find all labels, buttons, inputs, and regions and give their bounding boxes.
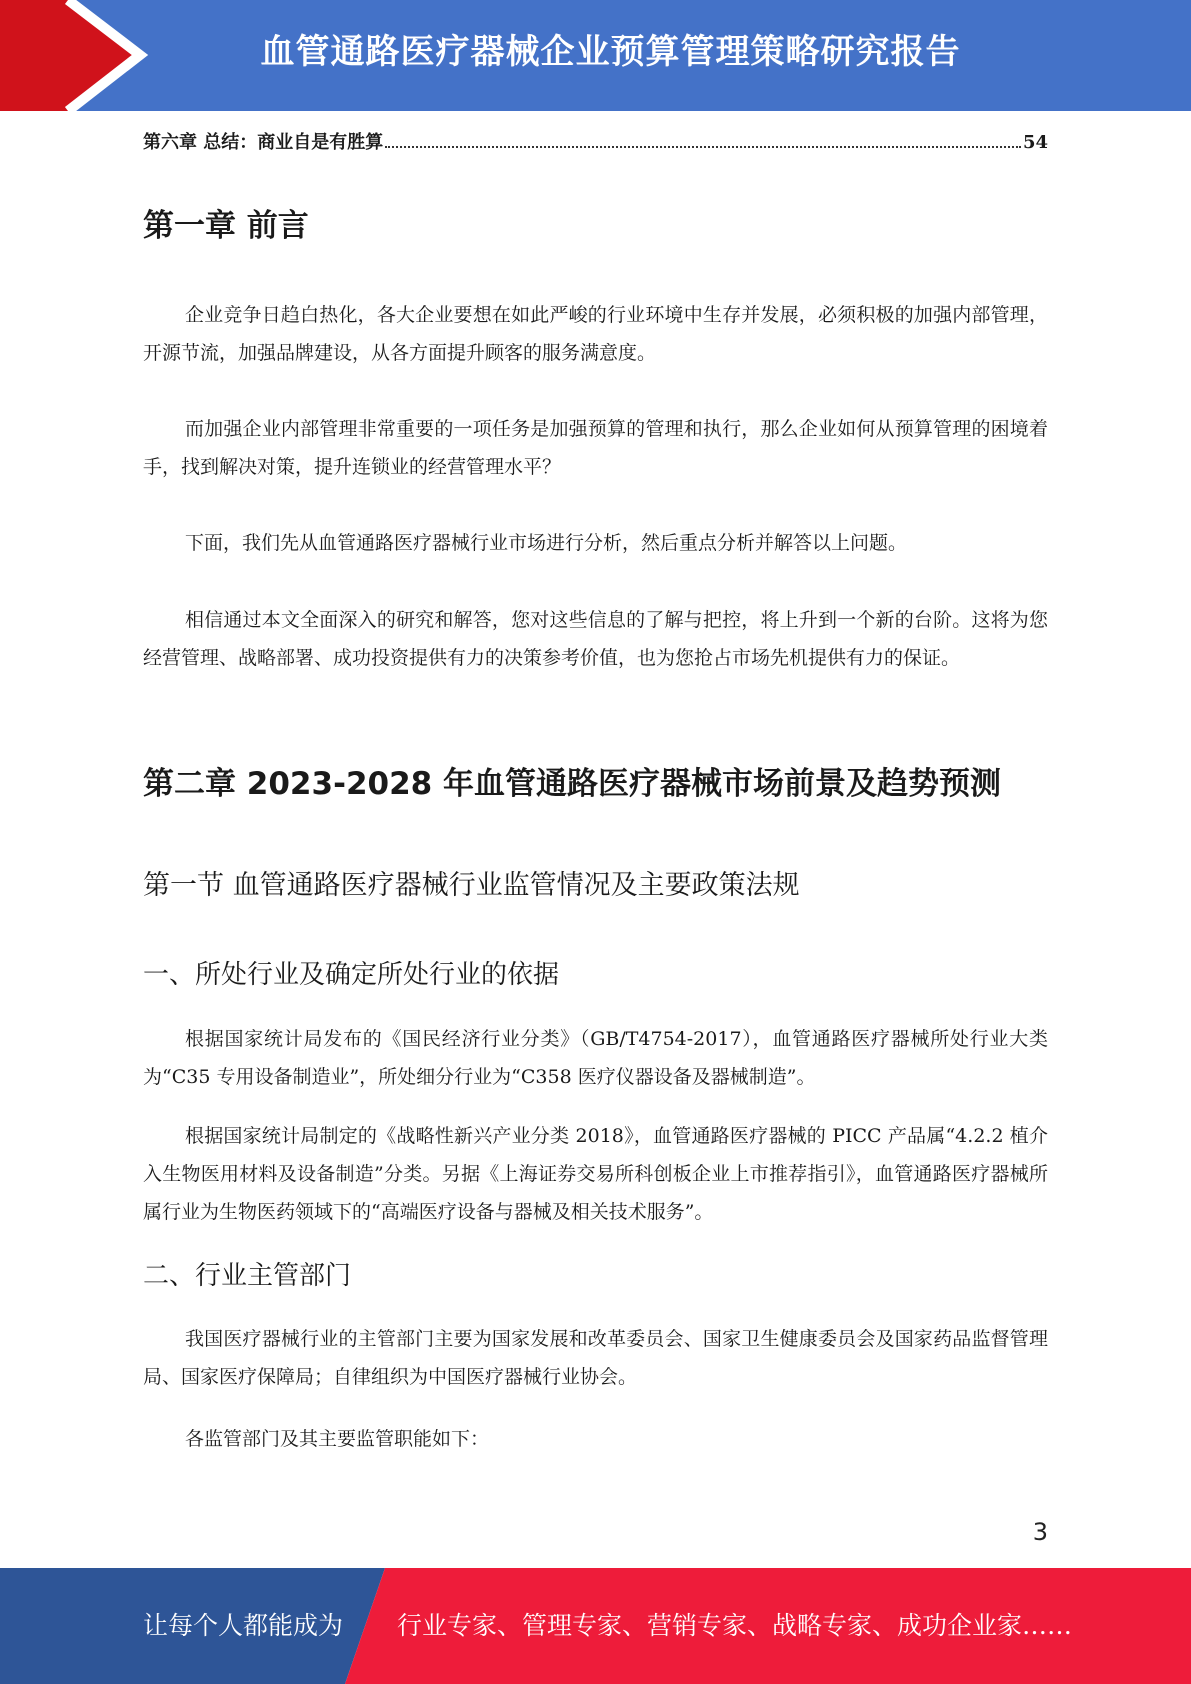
toc-entry[interactable] bbox=[143, 128, 1048, 154]
page-number: 3 bbox=[1032, 1518, 1048, 1546]
chapter-1-paragraph-4: 相信通过本文全面深入的研究和解答，您对这些信息的了解与把控，将上升到一个新的台阶。这将为您经营管理、战略部署、成功投资提供有力的决策参考价值，也为您抢占市场先机提供有力的保证。 bbox=[143, 609, 1048, 669]
toc-entry-page: 54 bbox=[1022, 132, 1048, 153]
header-banner bbox=[0, 0, 1191, 111]
chapter-2-title: 第二章 2023-2028 年血管通路医疗器械市场前景及趋势预测 bbox=[143, 766, 1002, 802]
chapter-1-paragraph-3: 下面，我们先从血管通路医疗器械行业市场进行分析，然后重点分析并解答以上问题。 bbox=[185, 532, 908, 554]
report-title: 血管通路医疗器械企业预算管理策略研究报告 bbox=[260, 32, 961, 72]
chapter-1-paragraph-2: 而加强企业内部管理非常重要的一项任务是加强预算的管理和执行，那么企业如何从预算管理的困境着手，找到解决对策，提升连锁业的经营管理水平？ bbox=[143, 418, 1048, 478]
subsection-2-paragraph-1: 我国医疗器械行业的主管部门主要为国家发展和改革委员会、国家卫生健康委员会及国家药品监督管理局、国家医疗保障局；自律组织为中国医疗器械行业协会。 bbox=[143, 1328, 1048, 1388]
footer-slogan-left: 让每个人都能成为 bbox=[143, 1611, 344, 1640]
subsection-1-title: 一、所处行业及确定所处行业的依据 bbox=[143, 960, 560, 990]
footer-banner bbox=[0, 1568, 1191, 1684]
subsection-2-title: 二、行业主管部门 bbox=[143, 1261, 352, 1291]
subsection-2-paragraph-2: 各监管部门及其主要监管职能如下： bbox=[185, 1428, 490, 1450]
section-1-title: 第一节 血管通路医疗器械行业监管情况及主要政策法规 bbox=[143, 870, 800, 901]
subsection-1-paragraph-2: 根据国家统计局制定的《战略性新兴产业分类 2018》，血管通路医疗器械的 PICC 产品属“4.2.2 植介入生物医用材料及设备制造”分类。另据《上海证券交易所科创板企业上市推荐指引》，血管通路医疗器械所属行业为生物医药领域下的“高端医疗设备与器械及相关技术服务”。 bbox=[143, 1125, 1048, 1223]
footer-slogan-right: 行业专家、管理专家、营销专家、战略专家、成功企业家…… bbox=[397, 1611, 1073, 1640]
toc-entry-label: 第六章 总结：商业自是有胜算 bbox=[143, 132, 384, 153]
toc-leader-dots bbox=[385, 145, 1021, 148]
subsection-1-paragraph-1: 根据国家统计局发布的《国民经济行业分类》（GB/T4754-2017），血管通路医疗器械所处行业大类为“C35 专用设备制造业”，所处细分行业为“C358 医疗仪器设备及器械制造”。 bbox=[143, 1028, 1048, 1088]
chapter-1-title: 第一章 前言 bbox=[143, 208, 309, 244]
chapter-1-paragraph-1: 企业竞争日趋白热化，各大企业要想在如此严峻的行业环境中生存并发展，必须积极的加强内部管理，开源节流，加强品牌建设，从各方面提升顾客的服务满意度。 bbox=[143, 304, 1048, 364]
